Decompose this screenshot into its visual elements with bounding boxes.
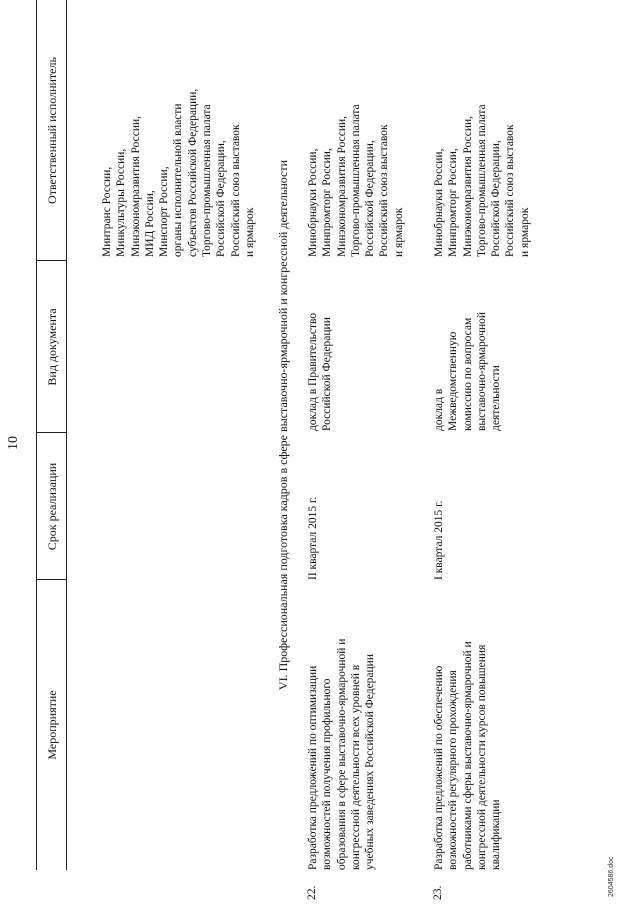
- executor-line: органы исполнительной власти: [172, 103, 185, 257]
- executor-line: Российский союз выставок: [504, 124, 517, 257]
- executor-line: Российской Федерации,: [364, 140, 377, 257]
- row-executor: [432, 104, 532, 257]
- executor-line: Торгово-промышленная палата: [349, 104, 362, 257]
- doc-type-line: доклад в Правительство: [307, 312, 319, 431]
- row-doc-type: [306, 313, 335, 431]
- executor-line: и ярмарок: [243, 207, 256, 257]
- measure-line: возможностей получения профильного: [321, 678, 334, 870]
- measure-line: возможностей регулярного прохождения: [447, 670, 460, 870]
- executor-line: и ярмарок: [392, 207, 405, 257]
- measure-line: учебных заведениях Российской Федерации: [364, 654, 377, 870]
- measure-line: Разработка предложений по обеспечению: [433, 665, 445, 870]
- header-top-rule: [36, 0, 37, 870]
- executor-line: Минспорт России,: [158, 166, 171, 257]
- executor-line: Торгово-промышленная палата: [201, 104, 214, 257]
- row-deadline: II квартал 2015 г.: [307, 496, 319, 580]
- executor-line: Российской Федерации,: [215, 140, 228, 257]
- measure-line: работниками сферы выставочно-ярмарочной и: [461, 641, 474, 870]
- row-executor: [306, 104, 406, 257]
- measure-line: Разработка предложений по оптимизации: [307, 665, 319, 870]
- row-deadline: I квартал 2015 г.: [433, 500, 445, 580]
- row-measure: [306, 639, 377, 870]
- executor-line: Российский союз выставок: [229, 124, 242, 257]
- executor-line: Российский союз выставок: [378, 124, 391, 257]
- executor-line: Минобрнауки России,: [433, 148, 445, 257]
- executor-line: Минкультуры России,: [115, 148, 128, 257]
- doc-type-line: Российской Федерации: [321, 317, 334, 431]
- doc-type-line: доклад в: [433, 388, 445, 431]
- executor-line: Минэкономразвития России,: [335, 115, 348, 257]
- measure-line: образования в сфере выставочно-ярмарочной и: [335, 638, 348, 870]
- footer-filename: 2604586.doc: [608, 856, 615, 897]
- executor-line: МИД России,: [143, 190, 156, 257]
- executor-line: и ярмарок: [518, 207, 531, 257]
- header-doc-type: Вид документа: [45, 308, 59, 386]
- header-bottom-rule: [66, 0, 67, 870]
- executor-line: Торгово-промышленная палата: [475, 104, 488, 257]
- header-deadline: Срок реализации: [45, 462, 59, 551]
- executor-line: субъектов Российской Федерации,: [186, 88, 199, 257]
- doc-type-line: Межведомственную: [447, 331, 460, 431]
- row-doc-type: [432, 312, 503, 431]
- executor-line: Российской Федерации,: [490, 140, 503, 257]
- measure-line: квалификации: [490, 799, 503, 870]
- header-executor: Ответственный исполнитель: [45, 57, 59, 204]
- measure-line: конгрессной деятельности всех уровней в: [349, 664, 362, 870]
- header-measure: Мероприятие: [45, 690, 59, 760]
- executor-line: Минтранс России,: [101, 166, 113, 257]
- page-number: 10: [6, 436, 21, 450]
- row-number: 22.: [306, 885, 318, 900]
- measure-line: конгрессной деятельности курсов повышения: [475, 644, 488, 870]
- top-executor-list: [100, 89, 257, 257]
- row-number: 23.: [432, 885, 444, 900]
- section-title: VI. Профессиональная подготовка кадров в сфере выставочно-ярмарочной и конгрессной деятельности: [276, 159, 290, 691]
- executor-line: Минпромторг России,: [447, 148, 460, 257]
- executor-line: Минэкономразвития России,: [129, 115, 142, 257]
- executor-line: Минэкономразвития России,: [461, 115, 474, 257]
- doc-type-line: комиссию по вопросам: [461, 317, 474, 431]
- executor-line: Минпромторг России,: [321, 148, 334, 257]
- executor-line: Минобрнауки России,: [307, 148, 319, 257]
- doc-type-line: деятельности: [490, 365, 503, 431]
- row-measure: [432, 641, 503, 870]
- doc-type-line: выставочно-ярмарочной: [475, 311, 488, 431]
